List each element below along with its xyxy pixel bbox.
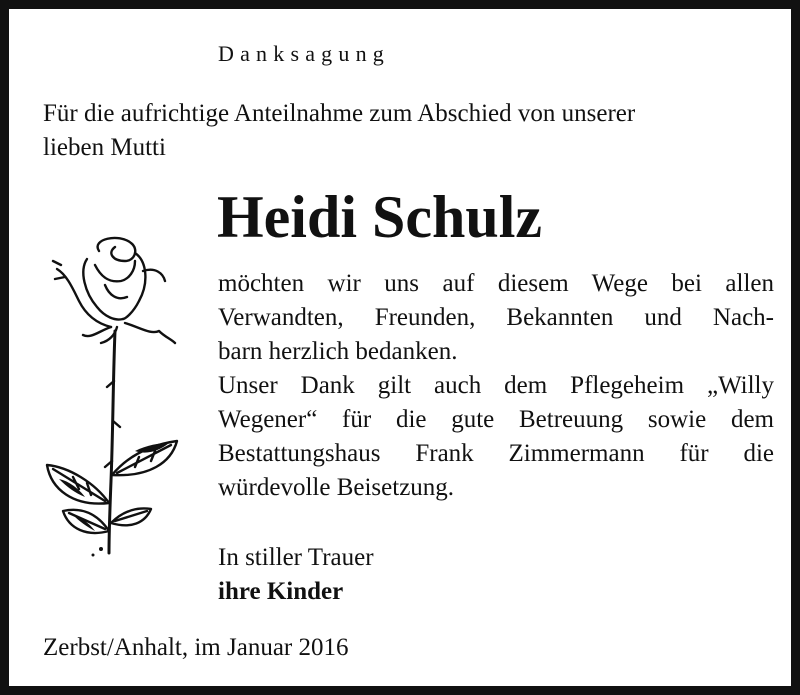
- body-line: Unser Dank gilt auch dem Pflegeheim „Willy: [218, 372, 774, 399]
- deceased-name: Heidi Schulz: [217, 184, 543, 250]
- intro-text: [43, 97, 635, 165]
- closing-phrase: In stiller Trauer: [218, 544, 374, 571]
- body-line: würdevolle Beisetzung.: [218, 474, 455, 501]
- thanks-body: [218, 267, 774, 505]
- body-line: Verwandten, Freunden, Bekannten und Nach-: [218, 304, 774, 331]
- place-date: Zerbst/Anhalt, im Januar 2016: [43, 634, 349, 661]
- body-line: barn herzlich bedanken.: [218, 338, 458, 365]
- body-line: Wegener“ für die gute Betreuung sowie dem: [218, 406, 774, 433]
- rose-icon: [39, 231, 199, 561]
- body-line: Bestattungshaus Frank Zimmermann für die: [218, 440, 774, 467]
- signature: ihre Kinder: [218, 578, 344, 605]
- intro-line: Für die aufrichtige Anteilnahme zum Abschied von unserer: [43, 100, 636, 127]
- notice-title: Danksagung: [218, 41, 390, 66]
- intro-line: lieben Mutti: [43, 134, 166, 161]
- body-line: möchten wir uns auf diesem Wege bei allen: [218, 270, 774, 297]
